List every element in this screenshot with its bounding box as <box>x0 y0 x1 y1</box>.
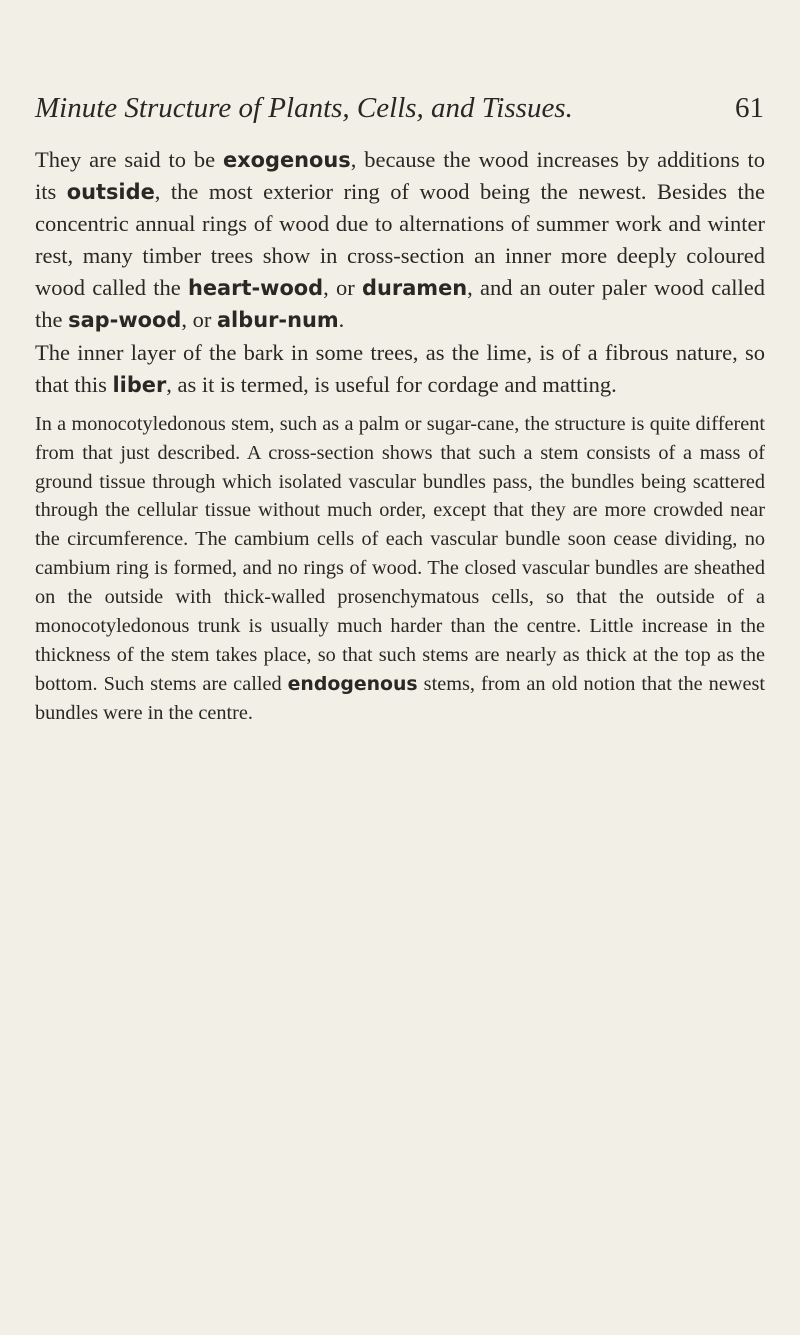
bold-botanical-term: exogenous <box>222 148 351 172</box>
running-title: Minute Structure of Plants, Cells, and Tissues. <box>35 92 573 124</box>
text-segment: They are said to be <box>35 147 223 172</box>
running-head <box>35 88 764 128</box>
bold-botanical-term: endogenous <box>287 672 418 695</box>
text-segment: , and an outer paler wood called the <box>35 275 765 333</box>
body-text <box>35 144 765 728</box>
paragraph-exogenous-wood <box>35 144 765 337</box>
text-segment: , as it is termed, is useful for cordage and matting. <box>166 371 617 397</box>
text-segment: , because the wood increases by additions to its <box>35 147 765 205</box>
text-segment: , or <box>181 307 217 333</box>
text-segment: , the most exterior ring of wood being the newest. Besides the concentric annual rings of wood due to alternations of summer work and winter rest, many timber trees show in cross-section an inner more deeply coloured wood called the <box>35 179 765 301</box>
paragraph-liber <box>35 337 765 401</box>
bold-botanical-term: liber <box>112 372 167 397</box>
text-segment: stems, from an old notion that the newest bundles were in the centre. <box>35 672 765 724</box>
bold-botanical-term: heart-wood <box>187 276 324 301</box>
bold-botanical-term: sap-wood <box>68 308 182 333</box>
text-segment: The inner layer of the bark in some trees, as the lime, is of a fibrous nature, so that this <box>35 339 765 397</box>
bold-botanical-term: outside <box>66 180 155 205</box>
text-segment: . <box>338 307 345 333</box>
bold-botanical-term: duramen <box>362 276 468 301</box>
text-segment: , or <box>323 275 363 301</box>
page-number: 61 <box>735 92 764 124</box>
bold-botanical-term: albur-num <box>216 308 339 333</box>
paragraph-gap <box>35 401 765 410</box>
text-segment: In a monocotyledonous stem, such as a palm or sugar-cane, the structure is quite different from that just described. A cross-section shows that such a stem consists of a mass of ground tissue through which isolated vascular bundles pass, the bundles being scattered through the cellular tissue without much order, except that they are more crowded near the circumference. The cambium cells of each vascular bundle soon cease dividing, no cambium ring is formed, and no rings of wood. The closed vascular bundles are sheathed on the outside with thick-walled prosenchymatous cells, so that the outside of a monocotyledonous trunk is usually much harder than the centre. Little increase in the thickness of the stem takes place, so that such stems are nearly as thick at the top as the bottom. Such stems are called <box>35 412 765 695</box>
paragraph-monocotyledonous-stem <box>35 410 765 728</box>
